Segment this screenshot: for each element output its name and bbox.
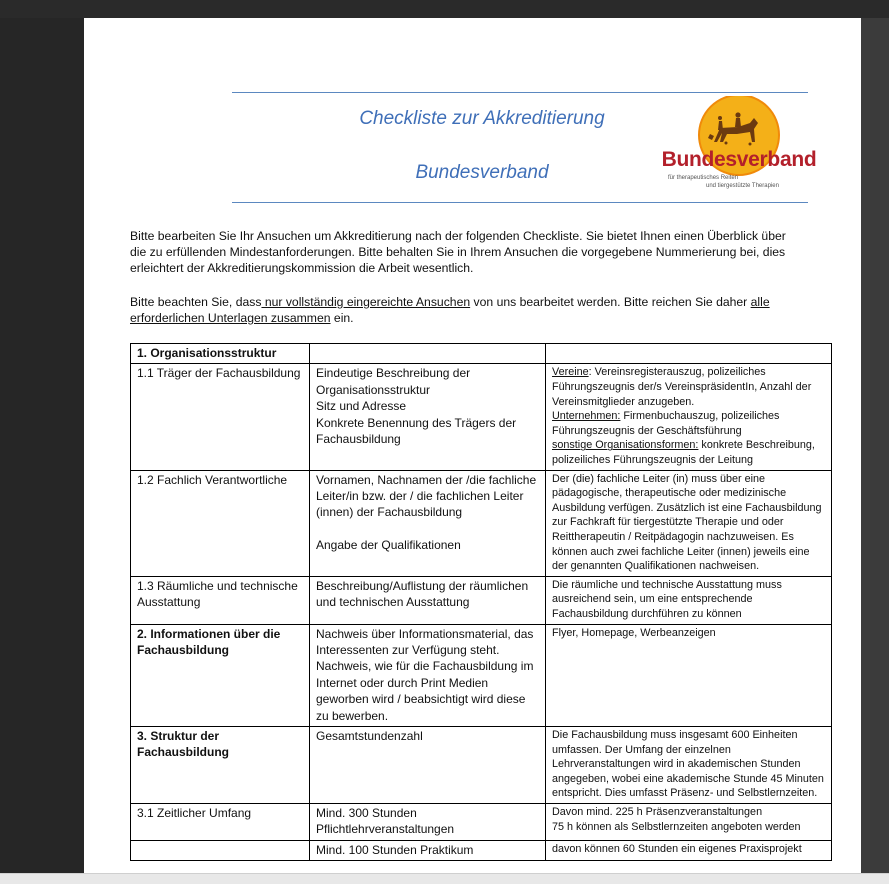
evidence-cell (546, 364, 832, 470)
note-paragraph (130, 294, 790, 326)
evidence-text: Firmenbuchauszug, polizeiliches Führungszeugnis der Geschäftsführung (552, 410, 780, 437)
logo-wordmark: Bundesverband (661, 148, 817, 171)
table-row (131, 840, 832, 860)
table-row (131, 470, 832, 576)
row-label: 1.2 Fachlich Verantwortliche (131, 470, 310, 576)
evidence-label: Unternehmen: (552, 410, 621, 423)
note-text-1: Bitte beachten Sie, dass (130, 295, 262, 309)
requirement-cell: Mind. 300 Stunden Pflichtlehrveranstaltungen (310, 803, 546, 840)
requirement-cell: Gesamtstundenzahl (310, 726, 546, 803)
table-row (131, 576, 832, 624)
document-title: Checkliste zur Akkreditierung (359, 108, 605, 129)
title-rule-top (232, 92, 808, 93)
evidence-cell: Der (die) fachliche Leiter (in) muss über eine pädagogische, therapeutische oder medizinische Ausbildung verfügen. Zusätzlich ist eine Fachausbildung zur Fachkraft für tiergestützte Therapie und oder Reittherapeutin / Reitpädagogin nachzuweisen. Es können auch zwei fachliche Leiter (innen) jeweils eine der genannten Qualifikationen nachweisen. (546, 470, 832, 576)
bundesverband-logo (654, 96, 824, 196)
table-cell (546, 344, 832, 364)
evidence-cell (546, 803, 832, 840)
viewer-top-bar (0, 0, 889, 18)
title-rule-bottom (232, 202, 808, 203)
row-label (131, 840, 310, 860)
table-row (131, 344, 832, 364)
requirement-cell: Mind. 100 Stunden Praktikum (310, 840, 546, 860)
viewer-sidebar (0, 18, 84, 883)
evidence-label: sonstige Organisationsformen: (552, 439, 699, 452)
requirement-cell: Eindeutige Beschreibung der Organisationsstruktur Sitz und Adresse Konkrete Benennung des Trägers der Fachausbildung (310, 364, 546, 470)
requirement-cell: Nachweis über Informationsmaterial, das Interessenten zur Verfügung steht. Nachweis, wie für die Fachausbildung im Internet oder durch Print Medien geworben wird / beabsichtigt wird diese zu bewerben. (310, 624, 546, 726)
table-row (131, 803, 832, 840)
document-page (84, 18, 861, 883)
note-emphasis-1: nur vollständig eingereichte Ansuchen (261, 295, 471, 309)
table-row (131, 624, 832, 726)
evidence-text: : Vereinsregisterauszug, polizeiliches Führungszeugnis der/s VereinspräsidentIn, Anzahl der Vereinsmitglieder anzugeben. (552, 366, 812, 408)
evidence-text: konkrete Beschreibung, polizeiliches Führungszeugnis der Leitung (552, 439, 815, 466)
table-row (131, 726, 832, 803)
table-row (131, 364, 832, 470)
evidence-text: Davon mind. 225 h Präsenzveranstaltungen (552, 805, 763, 818)
logo-tagline-2: und tiergestützte Therapien (706, 183, 779, 189)
section-heading: 2. Informationen über die Fachausbildung (131, 624, 310, 726)
sun-rider-icon (654, 96, 824, 196)
evidence-label: Vereine (552, 366, 589, 379)
evidence-cell: Die räumliche und technische Ausstattung muss ausreichend sein, um eine entsprechende Fachausbildung durchführen zu können (546, 576, 832, 624)
requirement-cell: Beschreibung/Auflistung der räumlichen und technischen Ausstattung (310, 576, 546, 624)
row-label: 1.3 Räumliche und technische Ausstattung (131, 576, 310, 624)
evidence-cell: Flyer, Homepage, Werbeanzeigen (546, 624, 832, 726)
evidence-text: 75 h können als Selbstlernzeiten angeboten werden (552, 820, 801, 833)
document-subtitle: Bundesverband (415, 162, 549, 183)
section-heading: 3. Struktur der Fachausbildung (131, 726, 310, 803)
note-emphasis-2: alle erforderlichen Unterlagen zusammen (130, 295, 770, 325)
table-cell (310, 344, 546, 364)
note-text-3: ein. (330, 311, 354, 325)
intro-paragraph: Bitte bearbeiten Sie Ihr Ansuchen um Akkreditierung nach der folgenden Checkliste. Sie bietet Ihnen einen Überblick über die zu erfüllenden Mindestanforderungen. Bitte behalten Sie in Ihrem Ansuchen die vorgegebene Nummerierung bei, dies erleichtert der Akkreditierungskommission die Arbeit wesentlich. (130, 229, 786, 275)
section-heading: 1. Organisationsstruktur (131, 344, 310, 364)
requirement-text: Vornamen, Nachnamen der /die fachliche Leiter/in bzw. der / die fachlichen Leiter (innen) der Fachausbildung (316, 472, 537, 520)
note-text-2: von uns bearbeitet werden. Bitte reichen Sie daher (470, 295, 751, 309)
row-label: 3.1 Zeitlicher Umfang (131, 803, 310, 840)
viewer-right-margin (861, 18, 889, 883)
evidence-cell: Die Fachausbildung muss insgesamt 600 Einheiten umfassen. Der Umfang der einzelnen Lehrveranstaltungen wird in akademischen Stunden angegeben, wobei eine akademische Stunde 45 Minuten entspricht. Dies umfasst Präsenz- und Selbstlernzeiten. (546, 726, 832, 803)
evidence-cell: davon können 60 Stunden ein eigenes Praxisprojekt (546, 840, 832, 860)
accreditation-checklist-table (130, 343, 832, 861)
horizontal-scrollbar[interactable] (0, 873, 889, 884)
requirement-cell (310, 470, 546, 576)
requirement-text: Angabe der Qualifikationen (316, 537, 461, 552)
logo-tagline-1: für therapeutisches Reiten (668, 175, 739, 181)
row-label: 1.1 Träger der Fachausbildung (131, 364, 310, 470)
